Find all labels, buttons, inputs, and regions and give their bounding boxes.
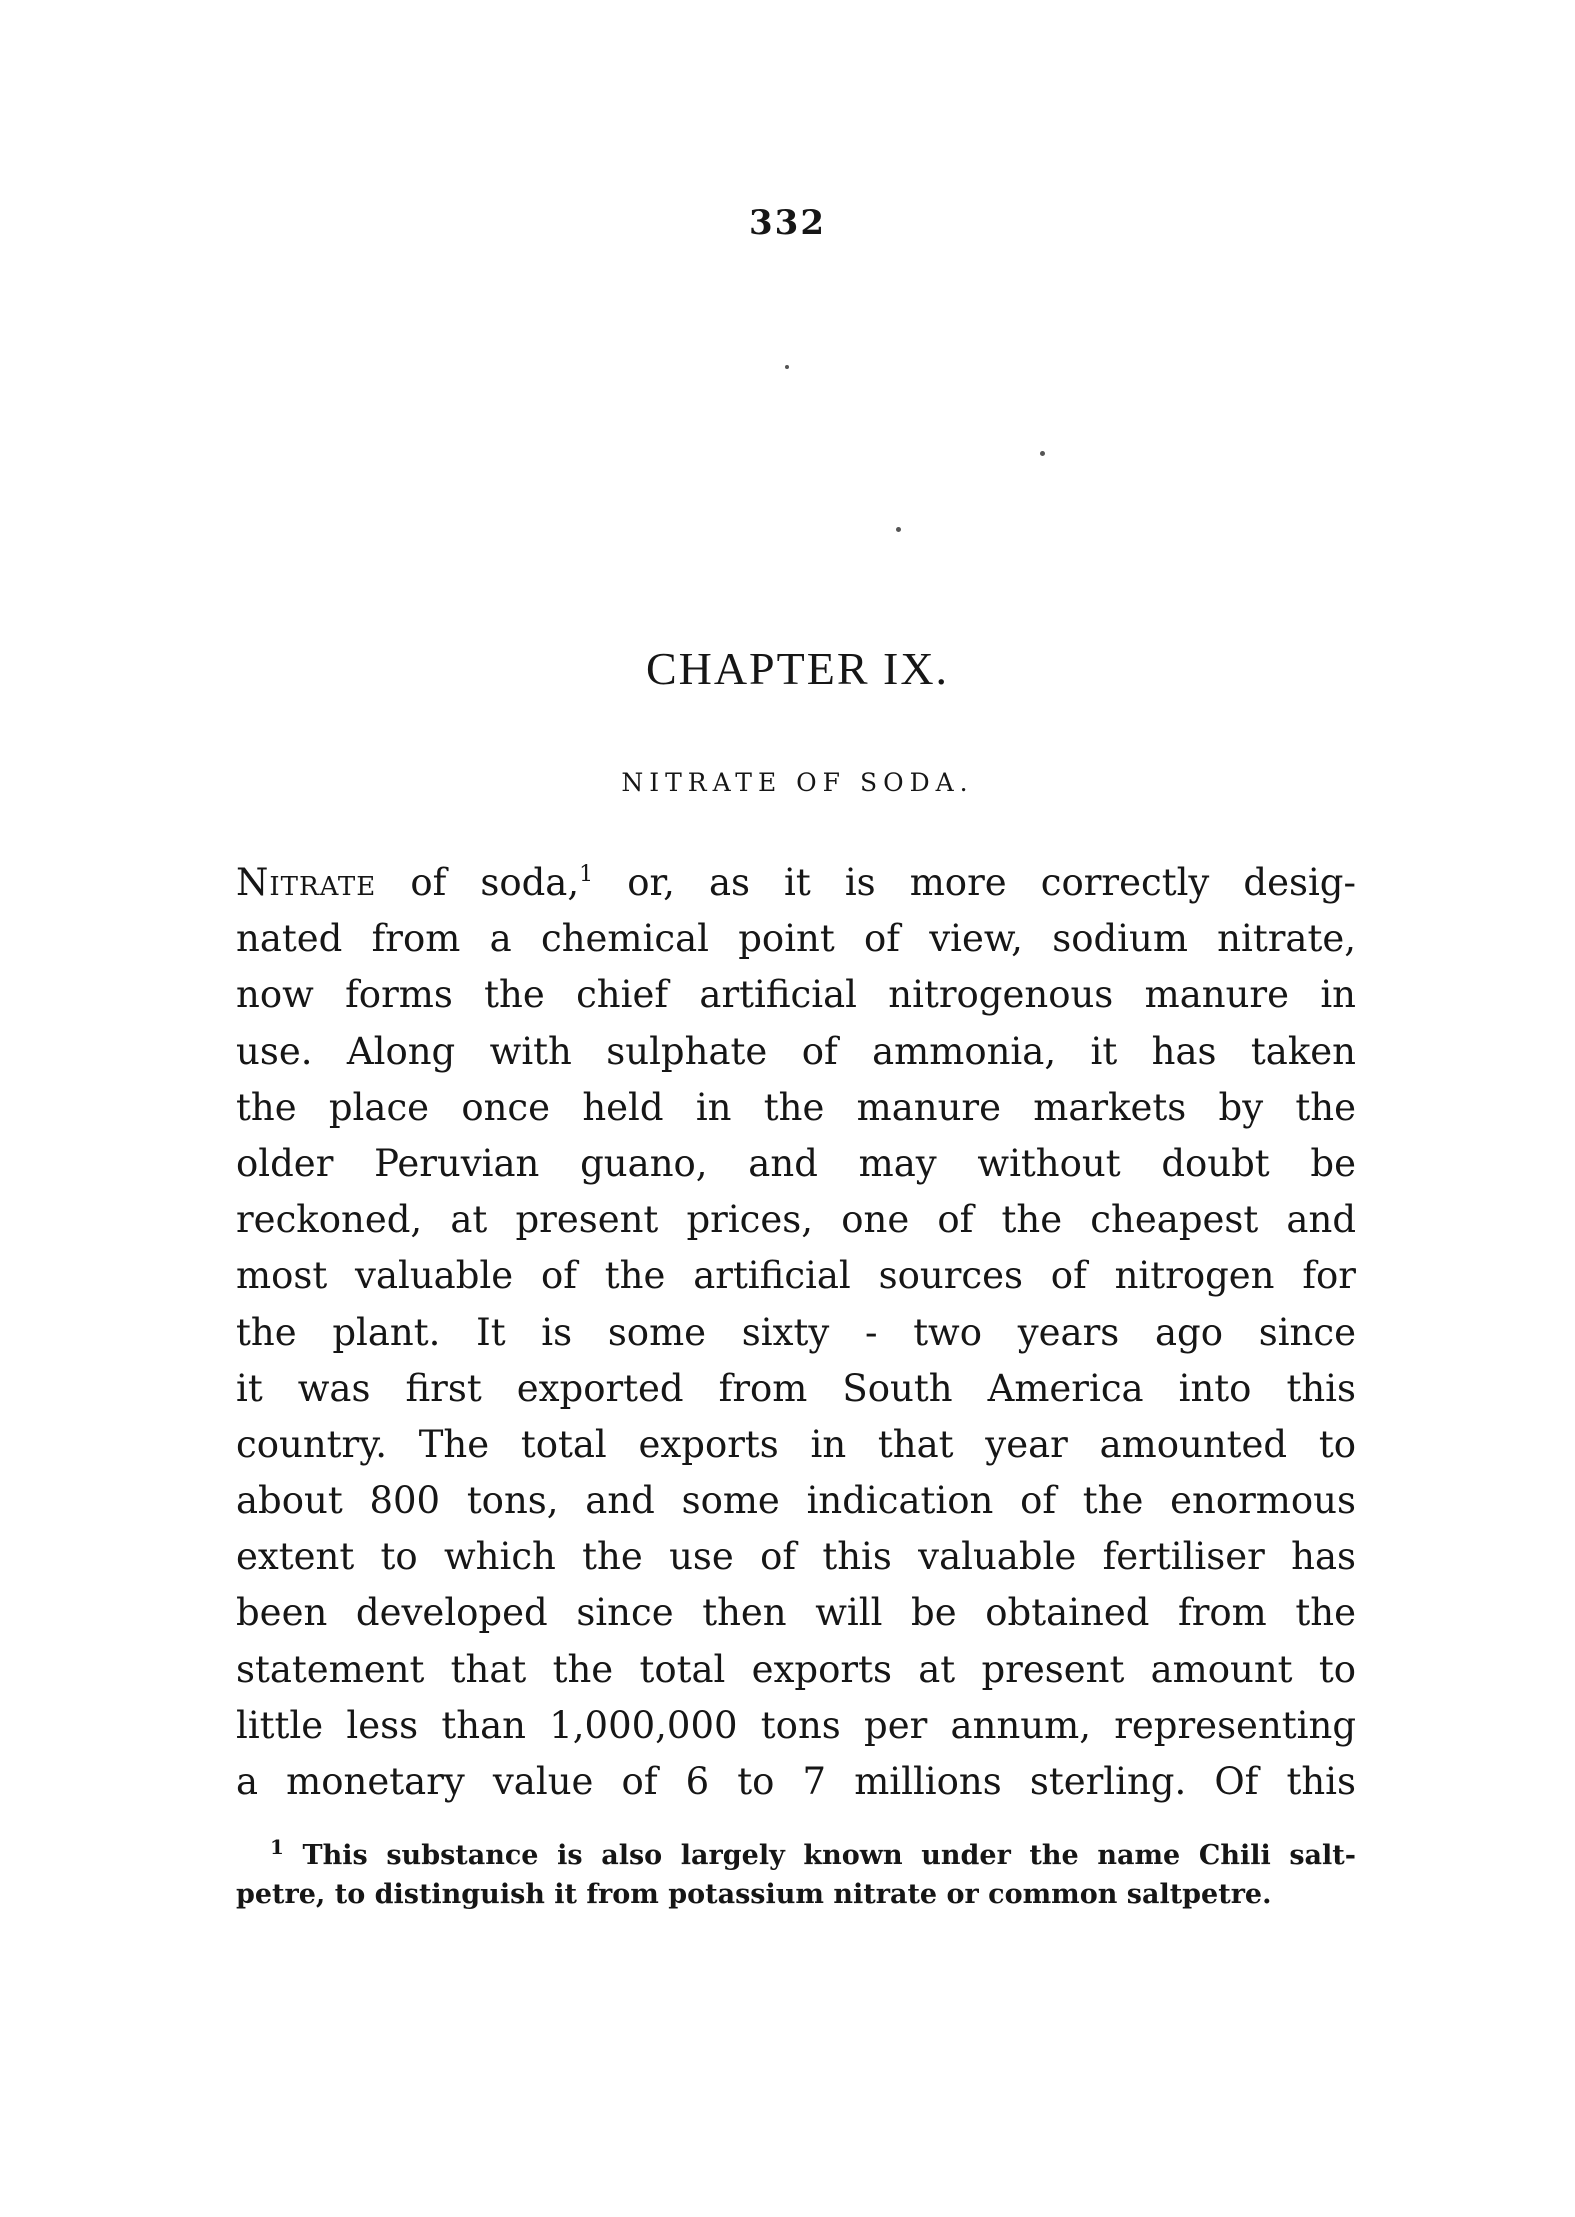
paragraph-line: statement that the total exports at present amount to bbox=[236, 1647, 1356, 1691]
scan-speck bbox=[896, 527, 901, 532]
paragraph-line: a monetary value of 6 to 7 millions sterling. Of this bbox=[236, 1760, 1356, 1803]
paragraph-line: it was first exported from South America into this bbox=[236, 1366, 1356, 1410]
footnote-line: petre, to distinguish it from potassium nitrate or common saltpetre. bbox=[236, 1879, 1272, 1910]
page-number: 332 bbox=[749, 203, 826, 243]
paragraph-line: nated from a chemical point of view, sodium nitrate, bbox=[236, 917, 1356, 961]
footnote-line bbox=[236, 1836, 1356, 1875]
line-text: or, as it is more correctly desig- bbox=[593, 861, 1356, 904]
paragraph-line: been developed since then will be obtained from the bbox=[236, 1591, 1356, 1635]
paragraph-line: now forms the chief artificial nitrogenous manure in bbox=[236, 973, 1356, 1017]
line-text: of soda, bbox=[376, 861, 580, 904]
paragraph-line: little less than 1,000,000 tons per annum, representing bbox=[236, 1703, 1356, 1747]
footnote bbox=[236, 1836, 1356, 1914]
footnote-text: This substance is also largely known under the name Chili salt- bbox=[283, 1840, 1356, 1871]
paragraph-line: the place once held in the manure markets by the bbox=[236, 1085, 1356, 1129]
paragraph-line: country. The total exports in that year amounted to bbox=[236, 1422, 1356, 1466]
paragraph-line: most valuable of the artificial sources of nitrogen for bbox=[236, 1254, 1356, 1298]
opening-word: Nitrate bbox=[236, 861, 377, 904]
chapter-subtitle: NITRATE OF SODA. bbox=[621, 768, 974, 797]
paragraph-line bbox=[236, 855, 1356, 911]
body-paragraph bbox=[236, 855, 1356, 1810]
scan-speck bbox=[1040, 451, 1045, 456]
paragraph-line: the plant. It is some sixty - two years ago since bbox=[236, 1310, 1356, 1354]
paragraph-line: older Peruvian guano, and may without doubt be bbox=[236, 1141, 1356, 1185]
paragraph-line: extent to which the use of this valuable fertiliser has bbox=[236, 1535, 1356, 1579]
chapter-title: CHAPTER IX. bbox=[645, 643, 950, 694]
footnote-marker: 1 bbox=[270, 1835, 284, 1859]
paragraph-line: about 800 tons, and some indication of the enormous bbox=[236, 1479, 1356, 1523]
footnote-reference[interactable]: 1 bbox=[579, 862, 594, 887]
paragraph-line: use. Along with sulphate of ammonia, it has taken bbox=[236, 1029, 1356, 1073]
scan-speck bbox=[785, 365, 789, 369]
paragraph-line: reckoned, at present prices, one of the cheapest and bbox=[236, 1198, 1356, 1242]
